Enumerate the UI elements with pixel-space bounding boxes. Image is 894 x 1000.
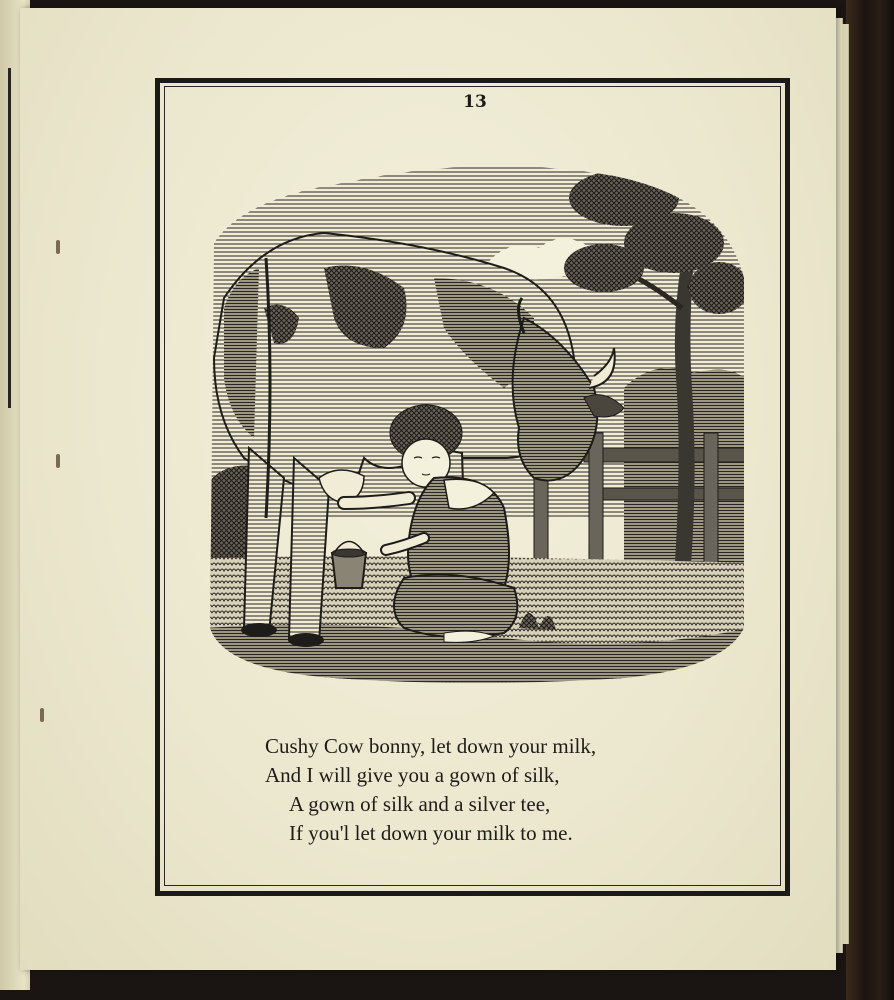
verse-line-4: If you'l let down your milk to me. (289, 821, 573, 845)
page-edge (842, 24, 849, 944)
book-cover-edge (846, 0, 894, 1000)
sewing-hole (56, 454, 60, 468)
sewing-hole (56, 240, 60, 254)
woodcut-illustration (204, 158, 749, 688)
verse-line-3: A gown of silk and a silver tee, (289, 792, 551, 816)
verse-line-1: Cushy Cow bonny, let down your milk, (265, 734, 597, 758)
page-number: 13 (463, 92, 487, 112)
verse-line-2: And I will give you a gown of silk, (265, 763, 560, 787)
verse (240, 732, 700, 848)
engraving-scene (204, 158, 749, 688)
left-page-frame-rule (0, 68, 11, 408)
sewing-hole (40, 708, 44, 722)
